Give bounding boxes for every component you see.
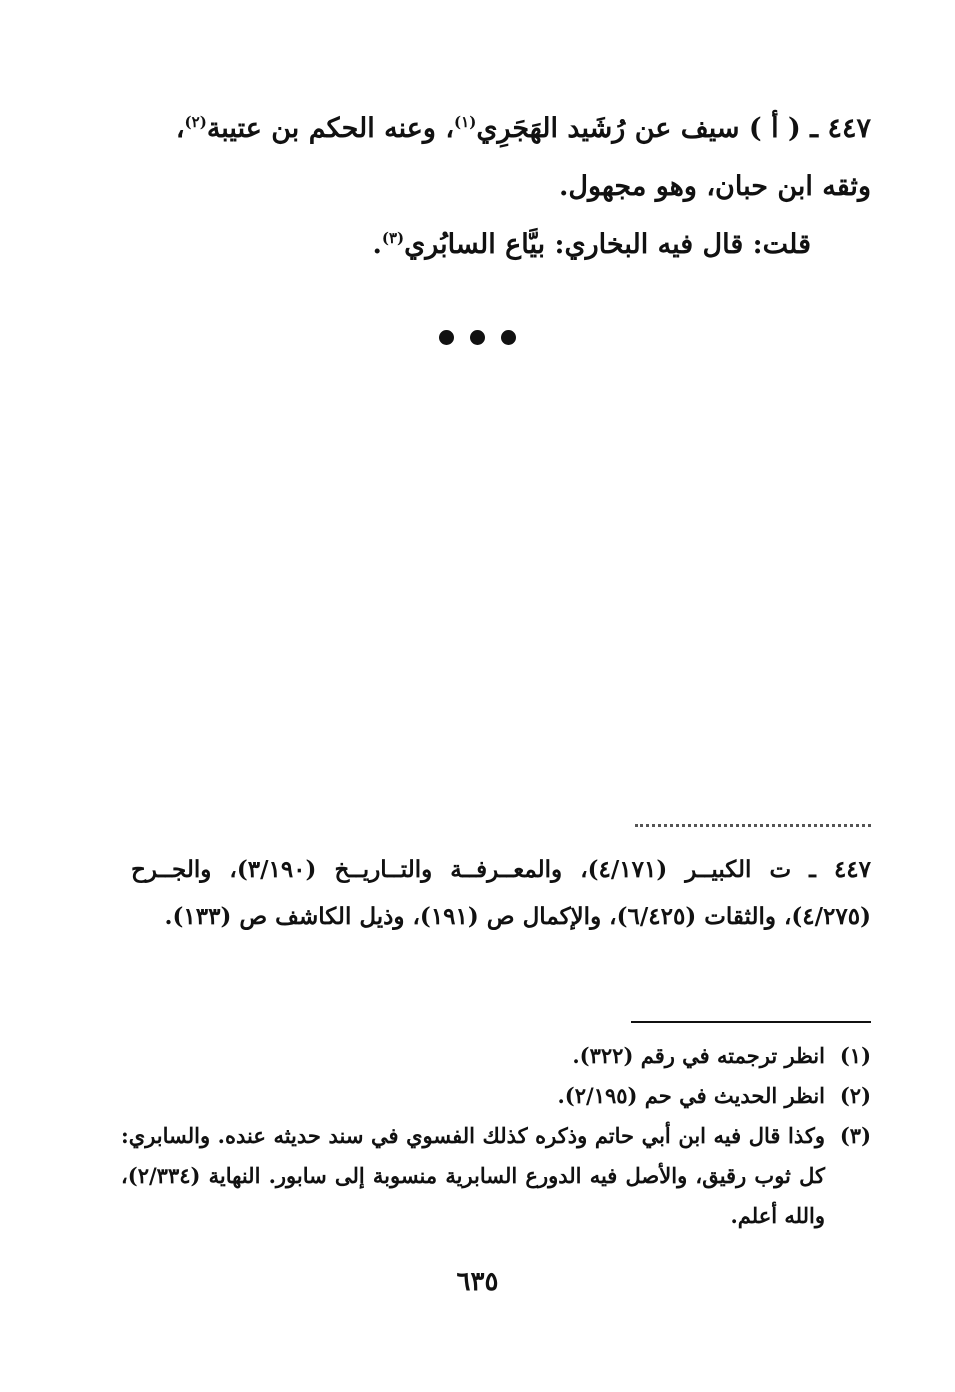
footnote-divider bbox=[631, 1021, 871, 1023]
footnote-number: (٣) bbox=[839, 1123, 871, 1148]
footnote-1 bbox=[121, 1036, 871, 1076]
footnote-ref-3: (٣) bbox=[381, 229, 405, 247]
footnote-number: (١) bbox=[839, 1043, 871, 1068]
footnote-3 bbox=[121, 1116, 871, 1236]
separator-dot-icon bbox=[470, 330, 485, 345]
narrator-student: ، وعنه الحكم بن عتيبة bbox=[206, 113, 455, 144]
footnote-text: انظر الحديث في حم (٢/١٩٥). bbox=[557, 1083, 825, 1108]
footnote-ref-1: (١) bbox=[454, 113, 477, 131]
footnote-number: (٢) bbox=[839, 1083, 871, 1108]
page-number: ٦٣٥ bbox=[456, 1267, 499, 1297]
entry-447 bbox=[121, 100, 871, 216]
dotted-divider bbox=[635, 824, 871, 827]
section-separator bbox=[0, 330, 955, 345]
footnote-2 bbox=[121, 1076, 871, 1116]
footnote-text: وكذا قال فيه ابن أبي حاتم وذكره كذلك الفسوي في سند حديثه عنده. والسابري: كل ثوب رقيق، والأصل فيه الدورع السابرية منسوبة إلى سابور. النهاية (٢/٣٣٤)، والله أعلم. bbox=[121, 1123, 825, 1228]
entry-line-1: ٤٤٧ ـ ( أ ) سيف عن رُشَيد الهَجَرِي$^{(١)}$، وعنه الحكم بن عتيبة$^{(٢)}$، bbox=[175, 113, 871, 144]
footnotes bbox=[121, 1036, 871, 1236]
narrator-name: ٤٤٧ ـ ( أ ) سيف عن رُشَيد الهَجَرِي bbox=[476, 113, 871, 144]
separator-dot-icon bbox=[501, 330, 516, 345]
footnote-text: انظر ترجمته في رقم (٣٢٢). bbox=[572, 1043, 825, 1068]
source-text: ٤٤٧ ـ ت الكبيــر (٤/١٧١)، والمعــرفــة والتــاريــخ (٣/١٩٠)، والجــرح (٤/٢٧٥)، والثقات (٦/٤٢٥)، والإكمال ص (١٩١)، وذيل الكاشف ص (١٣٣). bbox=[131, 856, 871, 930]
source-references bbox=[131, 846, 871, 940]
author-comment: قلت: قال فيه البخاري: بيَّاع السابُري$^{(٣)}$. bbox=[372, 229, 811, 260]
footnote-ref-2: (٢) bbox=[184, 113, 207, 131]
main-text bbox=[121, 100, 871, 274]
entry-line-2: وثقه ابن حبان، وهو مجهول. bbox=[559, 171, 871, 202]
separator-dot-icon bbox=[439, 330, 454, 345]
